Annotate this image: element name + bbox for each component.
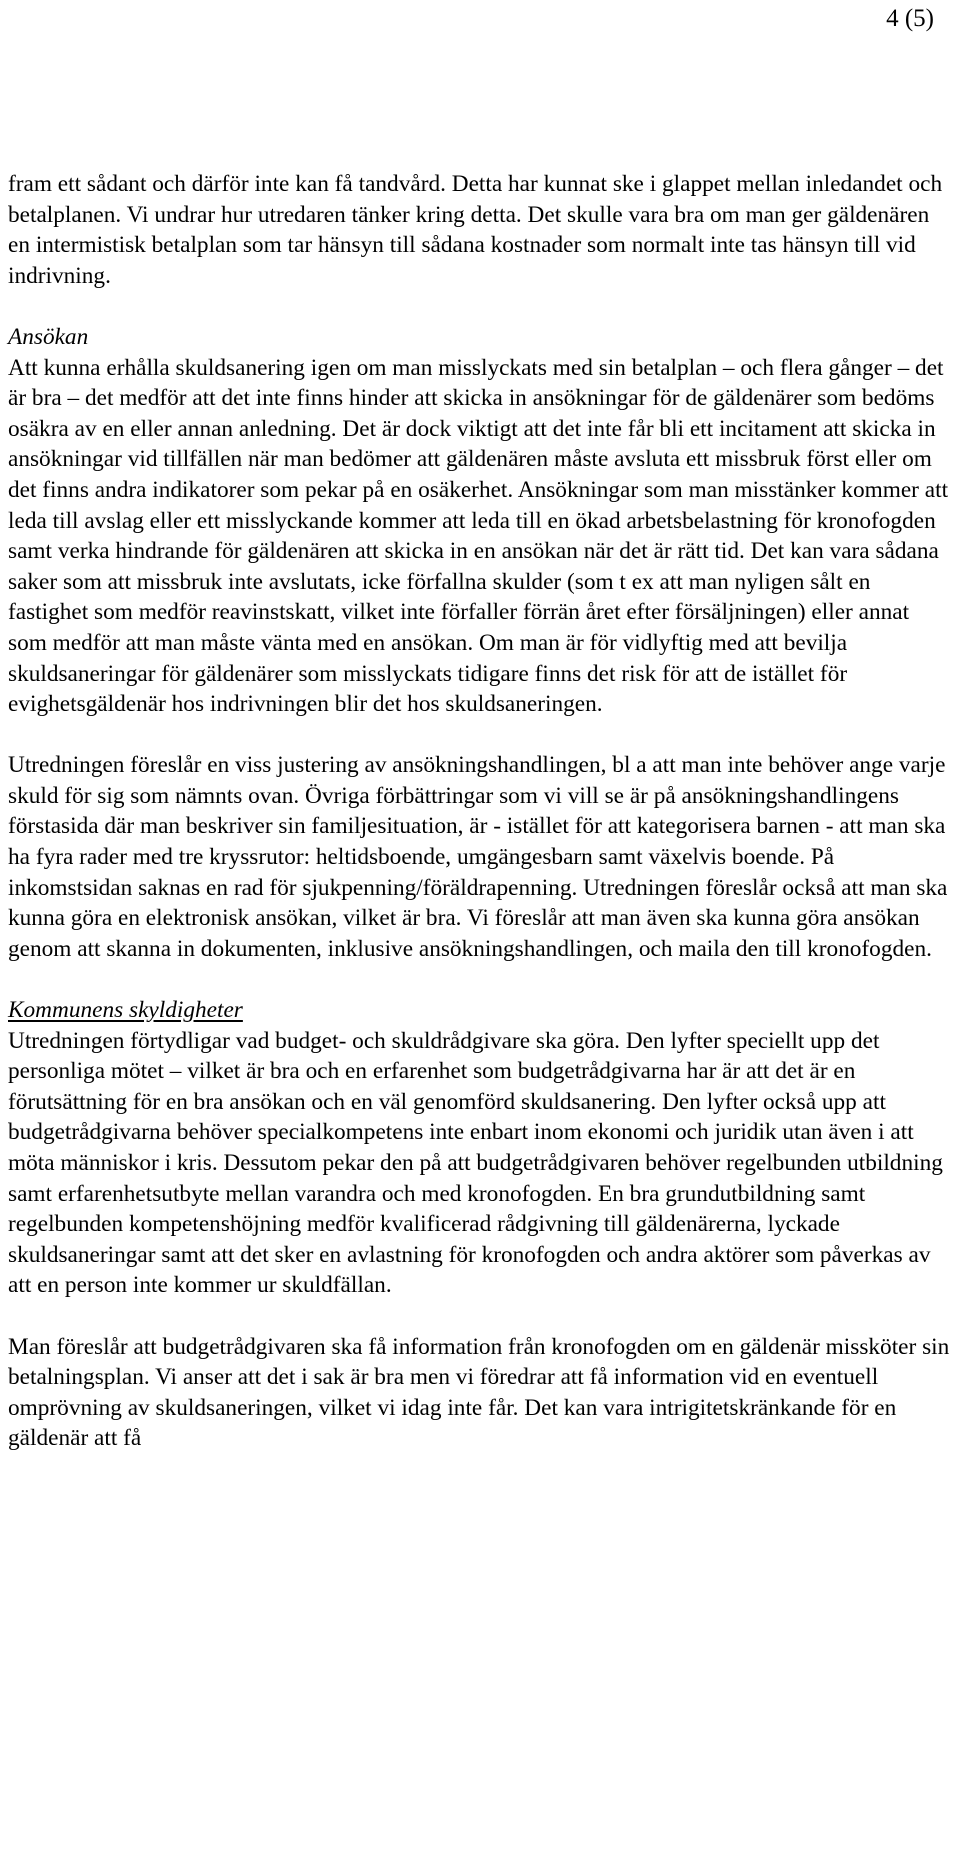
ansokan-paragraph-1: Att kunna erhålla skuldsanering igen om man misslyckats med sin betalplan – och flera gånger – det är bra – det medför att det inte finns hinder att skicka in ansökningar för de gäldenärer som bedöms osäkra av en eller annan anledning. Det är dock viktigt att det inte får bli ett incitament att skicka in ansökningar vid tillfällen när man bedömer att gäldenären måste avsluta ett missbruk först eller om det finns andra indikatorer som pekar på en osäkerhet. Ansökningar som man misstänker kommer att leda till avslag eller ett misslyckande kommer att leda till en ökad arbetsbelastning för kronofogden samt verka hindrande för gäldenären att skicka in en ansökan när det är rätt tid. Det kan vara sådana saker som att missbruk inte avslutats, icke förfallna skulder (som t ex att man nyligen sålt en fastighet som medför reavinstskatt, vilket inte förfaller förrän året efter försäljningen) eller annat som medför att man måste vänta med en ansökan. Om man är för vidlyftig med att bevilja skuldsaneringar för gäldenärer som misslyckats tidigare finns det risk för att de istället för evighetsgäldenär hos indrivningen blir det hos skuldsaneringen. [8, 354, 949, 718]
intro-paragraph: fram ett sådant och därför inte kan få tandvård. Detta har kunnat ske i glappet mellan inledandet och betalplanen. Vi undrar hur utredaren tänker kring detta. Det skulle vara bra om man ger gäldenären en intermistisk betalplan som tar hänsyn till sådana kostnader som normalt inte tas hänsyn till vid indrivning. [8, 171, 943, 289]
ansokan-paragraph-2: Utredningen föreslår en viss justering av ansökningshandlingen, bl a att man inte behöver ange varje skuld för sig som nämnts ovan. Övriga förbättringar som vi vill se är på ansökningshandlingens förstasida där man beskriver sin familjesituation, är - istället för att kategorisera barnen - att man ska ha fyra rader med tre kryssrutor: heltidsboende, umgängesbarn samt växelvis boende. På inkomstsidan saknas en rad för sjukpenning/föräldrapenning. Utredningen föreslår också att man ska kunna göra en elektronisk ansökan, vilket är bra. Vi föreslår att man även ska kunna göra ansökan genom att skanna in dokumenten, inklusive ansökningshandlingen, och maila den till kronofogden. [8, 752, 948, 962]
section-heading-ansokan: Ansökan [8, 323, 89, 350]
page-number: 4 (5) [886, 5, 934, 32]
document-body [8, 169, 952, 1454]
section-heading-kommunens-skyldigheter: Kommunens skyldigheter [8, 997, 243, 1024]
kommunens-paragraph-2: Man föreslår att budgetrådgivaren ska få information från kronofogden om en gäldenär missköter sin betalningsplan. Vi anser att det i sak är bra men vi föredrar att få information vid en eventuell omprövning av skuldsaneringen, vilket vi idag inte får. Det kan vara intrigitetskränkande för en gäldenär att få [8, 1333, 950, 1452]
kommunens-paragraph-1: Utredningen förtydligar vad budget- och skuldrådgivare ska göra. Den lyfter speciellt upp det personliga mötet – vilket är bra och en erfarenhet som budgetrådgivarna har är att det är en förutsättning för en bra ansökan och en väl genomförd skuldsanering. Den lyfter också upp att budgetrådgivarna behöver specialkompetens inte enbart inom ekonomi och juridik utan även i att möta människor i kris. Dessutom pekar den på att budgetrådgivaren behöver regelbunden utbildning samt erfarenhetsutbyte mellan varandra och med kronofogden. En bra grundutbildning samt regelbunden kompetenshöjning medför kvalificerad rådgivning till gäldenärerna, lyckade skuldsaneringar samt att det sker en avlastning för kronofogden och andra aktörer som påverkas av att en person inte kommer ur skuldfällan. [8, 1027, 943, 1299]
